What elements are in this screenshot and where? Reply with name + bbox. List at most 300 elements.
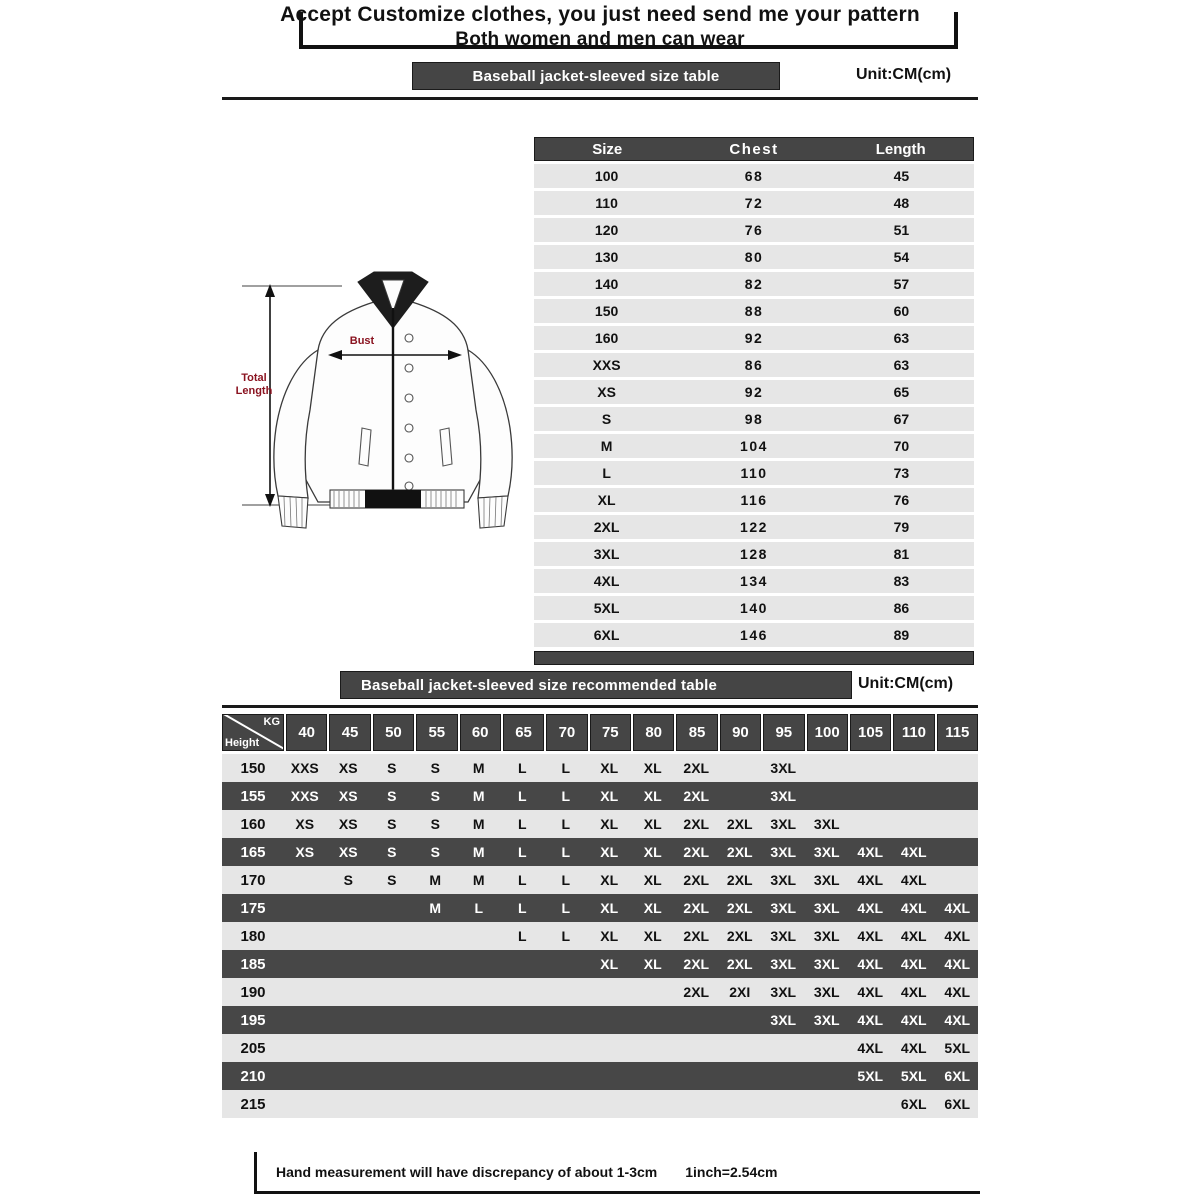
weight-header-70: 70 <box>546 714 587 751</box>
recommend-cell: M <box>429 900 442 916</box>
size-cell-chest: 88 <box>744 303 764 319</box>
recommend-cell <box>458 978 500 1006</box>
height-header-210: 210 <box>240 1067 266 1085</box>
size-table-header-row <box>534 137 974 161</box>
recommend-cell <box>284 922 326 950</box>
recommend-cell: 2XL <box>726 956 753 972</box>
recommend-cell: 2XL <box>683 816 710 832</box>
recommend-cell: XL <box>600 928 619 944</box>
recommend-cell <box>850 782 892 810</box>
promo-text <box>0 2 1200 52</box>
total-length-label: Total Length <box>235 372 273 397</box>
size-cell-chest: 98 <box>744 411 764 427</box>
recommend-cell <box>502 1062 544 1090</box>
recommend-cell: L <box>561 928 571 944</box>
size-table-body <box>534 164 974 647</box>
recommend-cell: 4XL <box>900 928 927 944</box>
weight-header-40: 40 <box>286 714 327 751</box>
weight-header-50: 50 <box>373 714 414 751</box>
recommend-cell: M <box>472 760 485 776</box>
recommend-cell: XL <box>643 928 662 944</box>
recommend-cell: 2XL <box>683 956 710 972</box>
size-cell-chest: 116 <box>740 492 768 508</box>
recommend-cell: 4XL <box>857 900 884 916</box>
table-row <box>534 596 974 620</box>
recommend-cell: 4XL <box>857 872 884 888</box>
recommend-cell: XL <box>643 956 662 972</box>
recommend-row-150 <box>222 754 978 782</box>
recommend-cell: L <box>517 788 527 804</box>
recommend-cell <box>458 1034 500 1062</box>
recommend-cell: XL <box>643 872 662 888</box>
height-header-165: 165 <box>240 843 266 861</box>
recommend-cell: 4XL <box>900 956 927 972</box>
footer-note <box>254 1152 980 1196</box>
recommend-cell <box>893 754 935 782</box>
recommend-cell <box>458 950 500 978</box>
size-cell-size: 130 <box>594 249 619 265</box>
size-cell-length: 51 <box>893 222 910 238</box>
table-row <box>534 191 974 215</box>
recommend-cells <box>284 866 978 894</box>
recommend-cell <box>415 950 457 978</box>
height-header-185: 185 <box>240 955 266 973</box>
recommend-cell <box>893 810 935 838</box>
recommend-cells <box>284 1090 978 1118</box>
recommend-cell <box>284 950 326 978</box>
recommend-cell: S <box>387 844 397 860</box>
recommend-cell <box>284 1034 326 1062</box>
recommend-cells <box>284 1034 978 1062</box>
size-cell-size: 140 <box>594 276 619 292</box>
recommend-cell: S <box>430 844 440 860</box>
recommend-cell <box>328 978 370 1006</box>
weight-header-45: 45 <box>329 714 370 751</box>
recommend-cell <box>371 1034 413 1062</box>
recommend-cell: 6XL <box>944 1096 971 1112</box>
recommend-cell <box>632 1090 674 1118</box>
recommend-cell <box>676 1034 718 1062</box>
size-cell-chest: 72 <box>744 195 764 211</box>
size-cell-size: XS <box>597 384 616 400</box>
recommend-cell <box>545 978 587 1006</box>
recommend-cell <box>328 950 370 978</box>
column-header-size: Size <box>592 140 623 158</box>
recommend-cell <box>719 1090 761 1118</box>
recommend-row-205 <box>222 1034 978 1062</box>
recommend-cell: XXS <box>290 788 319 804</box>
recommend-cell: 2XL <box>683 984 710 1000</box>
weight-header-55: 55 <box>416 714 457 751</box>
recommend-cell: 3XL <box>770 956 797 972</box>
recommend-cell: XS <box>295 844 315 860</box>
recommend-cell: 2XL <box>726 844 753 860</box>
recommend-cell: M <box>472 788 485 804</box>
table-row <box>534 434 974 458</box>
table-row <box>534 245 974 269</box>
size-cell-size: M <box>600 438 613 454</box>
recommend-cell: 2XL <box>683 760 710 776</box>
recommended-grid-body <box>222 754 978 1118</box>
bust-label: Bust <box>349 335 375 347</box>
recommend-cell <box>763 1090 805 1118</box>
recommend-cell: 2XL <box>683 872 710 888</box>
recommend-cell <box>371 1062 413 1090</box>
recommend-cell: 3XL <box>770 760 797 776</box>
recommend-cell: S <box>387 788 397 804</box>
recommend-cell: 3XL <box>770 928 797 944</box>
size-cell-length: 79 <box>893 519 910 535</box>
recommend-cell: 2XI <box>729 984 751 1000</box>
recommend-cell <box>719 1006 761 1034</box>
recommend-cell: XL <box>600 900 619 916</box>
recommend-cell <box>589 1062 631 1090</box>
recommend-cell: L <box>561 900 571 916</box>
recommend-cell: L <box>517 928 527 944</box>
size-cell-length: 70 <box>893 438 910 454</box>
table-row <box>534 461 974 485</box>
size-table <box>534 137 974 665</box>
recommend-cell <box>676 1006 718 1034</box>
size-cell-size: 2XL <box>593 519 620 535</box>
recommend-cell: 5XL <box>857 1068 884 1084</box>
recommend-cell: M <box>429 872 442 888</box>
recommend-cell: 3XL <box>770 900 797 916</box>
recommend-cell <box>676 1062 718 1090</box>
recommend-cell <box>763 1062 805 1090</box>
recommend-cell: XL <box>600 760 619 776</box>
recommend-cell: XL <box>600 816 619 832</box>
recommend-cell: 6XL <box>944 1068 971 1084</box>
recommend-cell: M <box>472 816 485 832</box>
recommend-row-210 <box>222 1062 978 1090</box>
recommend-cell: XL <box>643 816 662 832</box>
size-cell-chest: 80 <box>744 249 764 265</box>
weight-header-60: 60 <box>460 714 501 751</box>
recommend-cell <box>502 978 544 1006</box>
recommend-cell: 4XL <box>900 1040 927 1056</box>
height-header-160: 160 <box>240 815 266 833</box>
recommend-cell: S <box>430 788 440 804</box>
size-table-banner: Baseball jacket-sleeved size table <box>412 62 780 90</box>
recommend-row-175 <box>222 894 978 922</box>
size-cell-size: 3XL <box>593 546 620 562</box>
recommend-cell <box>763 1034 805 1062</box>
promo-banner <box>0 0 1200 58</box>
recommend-cell <box>937 866 979 894</box>
promo-line-1: Accept Customize clothes, you just need send me your pattern <box>280 3 920 26</box>
size-cell-size: L <box>602 465 611 481</box>
recommend-cells <box>284 1062 978 1090</box>
weight-header-115: 115 <box>937 714 978 751</box>
recommend-cell: 4XL <box>900 900 927 916</box>
weight-header-cells <box>286 714 978 751</box>
height-header-205: 205 <box>240 1039 266 1057</box>
size-cell-size: 6XL <box>593 627 620 643</box>
recommend-cell: 3XL <box>813 900 840 916</box>
recommend-cell: XL <box>643 788 662 804</box>
size-cell-size: 100 <box>594 168 619 184</box>
table-row <box>534 569 974 593</box>
footer-bracket-bottom <box>254 1191 980 1194</box>
recommend-cell: S <box>387 816 397 832</box>
recommend-cell <box>502 1034 544 1062</box>
recommend-cell: S <box>387 760 397 776</box>
size-cell-length: 65 <box>893 384 910 400</box>
table-row <box>534 326 974 350</box>
size-cell-length: 60 <box>893 303 910 319</box>
size-cell-chest: 92 <box>744 330 764 346</box>
recommend-cell <box>502 1090 544 1118</box>
recommend-cell <box>632 1062 674 1090</box>
recommend-cell: 4XL <box>900 1012 927 1028</box>
height-header-215: 215 <box>240 1095 266 1113</box>
recommend-cell: L <box>517 900 527 916</box>
weight-header-90: 90 <box>720 714 761 751</box>
size-cell-size: 120 <box>594 222 619 238</box>
table-row <box>534 272 974 296</box>
recommend-cell <box>284 1090 326 1118</box>
recommend-cell: 5XL <box>944 1040 971 1056</box>
recommend-cell: 4XL <box>900 872 927 888</box>
size-cell-chest: 140 <box>740 600 768 616</box>
size-cell-length: 67 <box>893 411 910 427</box>
recommend-cell <box>545 1006 587 1034</box>
recommend-cell: 4XL <box>944 984 971 1000</box>
footer-text <box>276 1164 777 1180</box>
recommend-cell: 4XL <box>857 956 884 972</box>
recommend-cell: XL <box>643 900 662 916</box>
recommend-row-190 <box>222 978 978 1006</box>
recommend-cell <box>328 1062 370 1090</box>
recommend-cells <box>284 922 978 950</box>
recommend-cell <box>458 922 500 950</box>
size-cell-chest: 134 <box>740 573 768 589</box>
height-header-175: 175 <box>240 899 266 917</box>
recommend-cell <box>415 1090 457 1118</box>
recommend-cell <box>371 1006 413 1034</box>
recommend-cell: L <box>561 788 571 804</box>
recommended-table-banner: Baseball jacket-sleeved size recommended table <box>340 671 852 699</box>
column-header-length: Length <box>875 140 926 158</box>
recommend-cell <box>415 922 457 950</box>
recommend-cell: L <box>561 872 571 888</box>
recommend-cell: 3XL <box>813 1012 840 1028</box>
size-cell-chest: 146 <box>740 627 768 643</box>
size-cell-length: 54 <box>893 249 910 265</box>
weight-header-110: 110 <box>893 714 934 751</box>
recommend-cell <box>415 1062 457 1090</box>
size-cell-chest: 82 <box>744 276 764 292</box>
recommend-cell <box>676 1090 718 1118</box>
size-cell-length: 86 <box>893 600 910 616</box>
size-table-banner-row <box>0 62 1200 90</box>
recommend-cell <box>371 978 413 1006</box>
recommend-cell: XL <box>643 844 662 860</box>
recommend-cell <box>502 950 544 978</box>
size-cell-length: 81 <box>893 546 910 562</box>
table-row <box>534 380 974 404</box>
recommend-row-195 <box>222 1006 978 1034</box>
recommend-cells <box>284 782 978 810</box>
recommend-cell: M <box>472 872 485 888</box>
recommend-cell: 2XL <box>726 928 753 944</box>
recommend-cell <box>632 1006 674 1034</box>
recommend-cell <box>937 754 979 782</box>
recommend-cell: 2XL <box>683 788 710 804</box>
recommend-cell: XS <box>338 788 358 804</box>
table-row <box>534 407 974 431</box>
recommend-cell: 3XL <box>813 956 840 972</box>
size-cell-size: 4XL <box>593 573 620 589</box>
recommend-cell: L <box>517 844 527 860</box>
recommend-cells <box>284 754 978 782</box>
recommend-cell <box>415 1034 457 1062</box>
weight-header-95: 95 <box>763 714 804 751</box>
recommend-cell <box>937 810 979 838</box>
recommend-cell <box>806 1062 848 1090</box>
recommend-cell <box>328 1006 370 1034</box>
footer-note-text: Hand measurement will have discrepancy of about 1-3cm <box>276 1164 658 1180</box>
height-header-170: 170 <box>240 871 266 889</box>
table-row <box>534 488 974 512</box>
size-cell-size: 5XL <box>593 600 620 616</box>
recommend-cell: 4XL <box>944 900 971 916</box>
weight-header-75: 75 <box>590 714 631 751</box>
recommend-row-155 <box>222 782 978 810</box>
recommend-cell: 3XL <box>770 984 797 1000</box>
recommend-cell: 3XL <box>813 816 840 832</box>
recommend-cell: XL <box>643 760 662 776</box>
divider-middle <box>222 705 978 708</box>
corner-height-label: Height <box>225 737 260 749</box>
recommend-cell: S <box>430 816 440 832</box>
recommend-cell: 3XL <box>813 928 840 944</box>
recommended-corner-cell <box>222 714 284 751</box>
recommend-cell: 2XL <box>683 844 710 860</box>
recommend-cell: XS <box>338 816 358 832</box>
recommend-cell: S <box>430 760 440 776</box>
height-header-155: 155 <box>240 787 266 805</box>
height-header-180: 180 <box>240 927 266 945</box>
recommend-cell: 4XL <box>857 1040 884 1056</box>
recommend-cell <box>415 1006 457 1034</box>
height-header-195: 195 <box>240 1011 266 1029</box>
size-cell-length: 83 <box>893 573 910 589</box>
recommend-cell <box>371 922 413 950</box>
recommend-cell <box>502 1006 544 1034</box>
recommend-cells <box>284 894 978 922</box>
recommend-cell: M <box>472 844 485 860</box>
recommend-cell <box>284 1062 326 1090</box>
recommend-row-215 <box>222 1090 978 1118</box>
recommend-cell <box>719 1034 761 1062</box>
recommend-row-165 <box>222 838 978 866</box>
footer-conversion-text: 1inch=2.54cm <box>685 1164 778 1180</box>
recommend-cell <box>937 838 979 866</box>
recommend-cell: XS <box>338 760 358 776</box>
recommend-cell <box>458 1062 500 1090</box>
recommend-cells <box>284 838 978 866</box>
recommend-cell <box>371 1090 413 1118</box>
recommend-cell: 3XL <box>813 872 840 888</box>
recommended-header-row <box>222 714 978 751</box>
size-cell-chest: 110 <box>740 465 768 481</box>
recommend-cell <box>371 950 413 978</box>
recommend-cell <box>589 1034 631 1062</box>
recommend-cell: 4XL <box>857 928 884 944</box>
size-cell-length: 63 <box>893 330 910 346</box>
size-cell-length: 45 <box>893 168 910 184</box>
recommend-cell: 2XL <box>726 872 753 888</box>
recommend-cell: 2XL <box>683 900 710 916</box>
recommend-cell <box>893 782 935 810</box>
recommend-cells <box>284 1006 978 1034</box>
table-row <box>534 515 974 539</box>
footer-bracket-left <box>254 1152 257 1194</box>
divider-top <box>222 97 978 100</box>
recommend-cell <box>545 1034 587 1062</box>
recommend-cell: 3XL <box>813 984 840 1000</box>
recommend-cell <box>328 1090 370 1118</box>
recommend-cell <box>806 1034 848 1062</box>
table-row <box>534 623 974 647</box>
recommend-cell: XL <box>600 844 619 860</box>
recommend-cell <box>284 894 326 922</box>
recommend-cell: 3XL <box>770 1012 797 1028</box>
recommend-cell <box>328 922 370 950</box>
table-row <box>534 164 974 188</box>
recommend-cell: XL <box>600 788 619 804</box>
recommend-cell: XS <box>295 816 315 832</box>
size-cell-length: 63 <box>893 357 910 373</box>
recommend-cell <box>328 1034 370 1062</box>
recommend-cell: L <box>517 760 527 776</box>
table-row <box>534 353 974 377</box>
recommend-row-180 <box>222 922 978 950</box>
recommend-cell <box>632 978 674 1006</box>
recommend-cell <box>284 866 326 894</box>
recommended-table-unit: Unit:CM(cm) <box>858 675 954 692</box>
recommend-cell: XXS <box>290 760 319 776</box>
size-cell-size: XL <box>597 492 616 508</box>
recommend-cell: 4XL <box>857 1012 884 1028</box>
size-cell-chest: 128 <box>740 546 768 562</box>
size-cell-size: 110 <box>595 195 618 211</box>
recommend-cell: 3XL <box>770 844 797 860</box>
corner-kg-label: KG <box>263 716 280 728</box>
recommend-cell <box>806 754 848 782</box>
column-header-chest: Chest <box>729 140 779 158</box>
recommend-cell <box>415 978 457 1006</box>
jacket-diagram <box>222 250 532 540</box>
recommend-cell: L <box>561 844 571 860</box>
recommend-cell: L <box>474 900 484 916</box>
recommend-cell: 6XL <box>900 1096 927 1112</box>
recommend-cell <box>371 894 413 922</box>
recommend-cell <box>632 1034 674 1062</box>
height-header-190: 190 <box>240 983 266 1001</box>
weight-header-80: 80 <box>633 714 674 751</box>
recommend-cells <box>284 950 978 978</box>
recommend-cell: 4XL <box>900 844 927 860</box>
recommend-cell: S <box>387 872 397 888</box>
table-row <box>534 299 974 323</box>
recommend-cell <box>328 894 370 922</box>
recommend-cell <box>284 1006 326 1034</box>
recommend-cell <box>719 754 761 782</box>
recommend-cells <box>284 978 978 1006</box>
